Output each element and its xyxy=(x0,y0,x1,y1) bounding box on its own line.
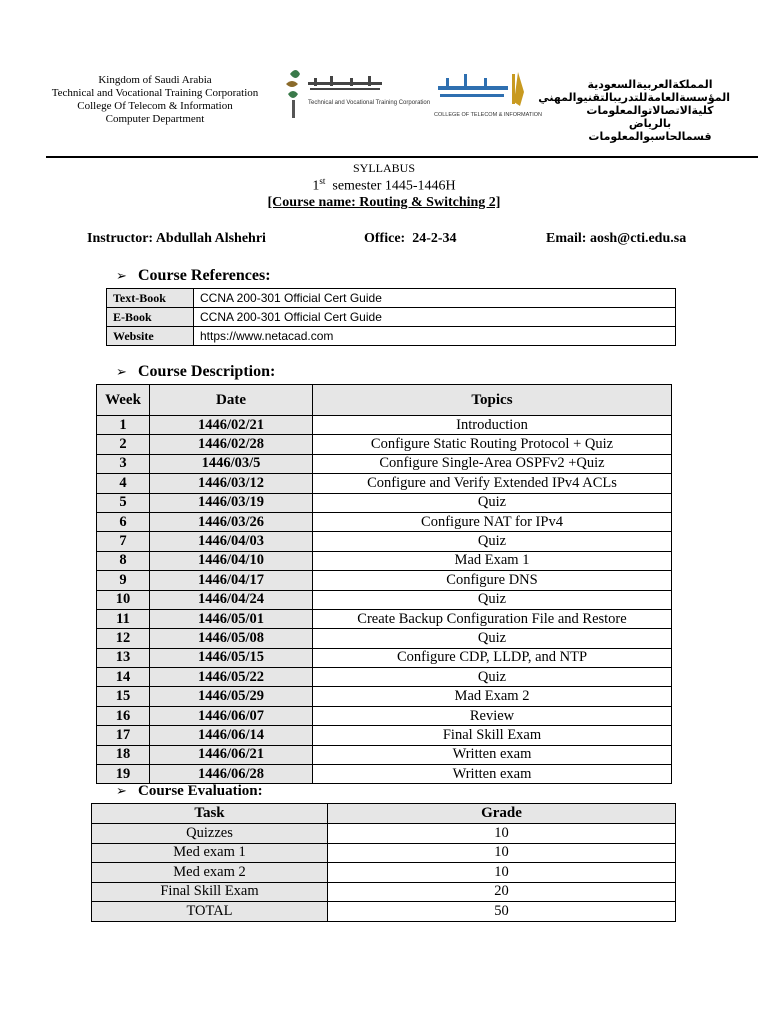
table-cell: 1446/06/21 xyxy=(150,745,313,764)
table-cell: 1446/03/12 xyxy=(150,474,313,493)
references-heading xyxy=(116,267,271,285)
syllabus-title: SYLLABUS xyxy=(352,161,415,175)
table-cell: Written exam xyxy=(313,765,672,784)
table-header-row xyxy=(92,804,676,824)
office-number: Office: 24-2-34 xyxy=(364,231,457,246)
course-name: [Course name: Routing & Switching 2] xyxy=(267,195,501,210)
references-table xyxy=(106,288,676,346)
table-cell: 3 xyxy=(97,454,150,473)
table-cell: Quiz xyxy=(313,532,672,551)
description-heading xyxy=(116,363,275,381)
table-cell: 10 xyxy=(328,843,676,863)
header-line: المؤسسةالعامةللتدريبالتقنيوالمهني xyxy=(538,91,730,104)
schedule-body xyxy=(97,416,672,784)
semester-text: semester 1445-1446H xyxy=(325,178,456,194)
table-cell: Final Skill Exam xyxy=(313,726,672,745)
table-row xyxy=(97,609,672,628)
table-cell: 20 xyxy=(328,882,676,902)
arrow-bullet-icon: ➢ xyxy=(116,365,127,380)
semester-line xyxy=(0,176,768,195)
table-row xyxy=(97,474,672,493)
table-cell: 2 xyxy=(97,435,150,454)
table-cell: 5 xyxy=(97,493,150,512)
table-cell: Quiz xyxy=(313,493,672,512)
table-row xyxy=(97,435,672,454)
table-row xyxy=(92,882,676,902)
table-row xyxy=(97,629,672,648)
table-cell: Med exam 1 xyxy=(92,843,328,863)
semester-suffix: st xyxy=(319,176,326,186)
column-header: Task xyxy=(92,804,328,824)
table-row xyxy=(107,308,676,327)
table-cell: 1446/03/26 xyxy=(150,512,313,531)
tvtc-logo-text: Technical and Vocational Training Corporation xyxy=(308,100,431,106)
table-cell: 19 xyxy=(97,765,150,784)
header-line: College Of Telecom & Information xyxy=(77,100,233,112)
reference-key: Website xyxy=(107,327,194,346)
arrow-bullet-icon: ➢ xyxy=(116,269,127,284)
table-cell: 1446/03/19 xyxy=(150,493,313,512)
table-cell: Med exam 2 xyxy=(92,863,328,883)
table-cell: Final Skill Exam xyxy=(92,882,328,902)
table-cell: 1446/06/28 xyxy=(150,765,313,784)
header-english xyxy=(40,74,270,126)
table-row xyxy=(97,765,672,784)
table-cell: 1446/05/15 xyxy=(150,648,313,667)
table-cell: Written exam xyxy=(313,745,672,764)
schedule-table xyxy=(96,384,672,784)
column-header: Grade xyxy=(328,804,676,824)
table-row xyxy=(97,687,672,706)
header-line: Computer Department xyxy=(105,113,205,125)
table-cell: 1446/04/10 xyxy=(150,551,313,570)
table-cell: 13 xyxy=(97,648,150,667)
table-row xyxy=(92,824,676,844)
table-cell: 14 xyxy=(97,668,150,687)
column-header: Week xyxy=(97,385,150,416)
table-row xyxy=(92,843,676,863)
table-cell: 6 xyxy=(97,512,150,531)
table-cell: 1446/05/01 xyxy=(150,609,313,628)
table-row xyxy=(97,706,672,725)
table-cell: Configure Static Routing Protocol + Quiz xyxy=(313,435,672,454)
instructor-name: Instructor: Abdullah Alshehri xyxy=(87,231,266,246)
table-cell: Quiz xyxy=(313,668,672,687)
table-cell: 11 xyxy=(97,609,150,628)
evaluation-heading xyxy=(116,783,263,800)
table-cell: Mad Exam 1 xyxy=(313,551,672,570)
column-header: Topics xyxy=(313,385,672,416)
table-cell: Review xyxy=(313,706,672,725)
table-header-row xyxy=(97,385,672,416)
description-heading-text: Course Description: xyxy=(138,363,276,380)
table-row xyxy=(97,668,672,687)
header-divider xyxy=(46,156,758,158)
college-logo xyxy=(430,64,540,129)
table-cell: 9 xyxy=(97,571,150,590)
table-cell: Configure and Verify Extended IPv4 ACLs xyxy=(313,474,672,493)
table-cell: 50 xyxy=(328,902,676,922)
references-heading-text: Course References: xyxy=(138,267,271,284)
table-cell: 4 xyxy=(97,474,150,493)
table-cell: 8 xyxy=(97,551,150,570)
header-line: المملكةالعربيةالسعودية xyxy=(587,78,713,91)
table-row xyxy=(97,590,672,609)
table-cell: Create Backup Configuration File and Restore xyxy=(313,609,672,628)
table-cell: 1446/04/03 xyxy=(150,532,313,551)
header-line: قسمالحاسبوالمعلومات xyxy=(588,130,712,143)
table-cell: Quiz xyxy=(313,629,672,648)
semester-number: 1 xyxy=(312,178,320,194)
college-logo-text: COLLEGE OF TELECOM & INFORMATION xyxy=(434,112,542,118)
table-cell: TOTAL xyxy=(92,902,328,922)
table-row xyxy=(97,512,672,531)
table-cell: Quizzes xyxy=(92,824,328,844)
table-cell: Configure Single-Area OSPFv2 +Quiz xyxy=(313,454,672,473)
tvtc-logo xyxy=(280,64,431,124)
table-cell: 17 xyxy=(97,726,150,745)
header-line: كليةالاتصالاتوالمعلومات بالرياض xyxy=(586,104,714,130)
table-row xyxy=(92,902,676,922)
table-row xyxy=(107,327,676,346)
reference-value: CCNA 200-301 Official Cert Guide xyxy=(194,289,676,308)
table-cell: 1 xyxy=(97,416,150,435)
table-row xyxy=(97,571,672,590)
table-cell: 1446/04/17 xyxy=(150,571,313,590)
table-cell: Mad Exam 2 xyxy=(313,687,672,706)
table-cell: Configure DNS xyxy=(313,571,672,590)
instructor-email: Email: aosh@cti.edu.sa xyxy=(546,231,687,246)
table-row xyxy=(107,289,676,308)
table-cell: 16 xyxy=(97,706,150,725)
table-cell: 1446/02/28 xyxy=(150,435,313,454)
evaluation-table xyxy=(91,803,676,922)
table-cell: 1446/02/21 xyxy=(150,416,313,435)
table-cell: 18 xyxy=(97,745,150,764)
evaluation-body xyxy=(92,824,676,922)
table-cell: Quiz xyxy=(313,590,672,609)
table-cell: 1446/06/07 xyxy=(150,706,313,725)
reference-key: Text-Book xyxy=(107,289,194,308)
table-cell: 12 xyxy=(97,629,150,648)
arrow-bullet-icon: ➢ xyxy=(116,784,127,799)
table-row xyxy=(97,726,672,745)
evaluation-heading-text: Course Evaluation: xyxy=(138,783,263,799)
table-cell: 1446/04/24 xyxy=(150,590,313,609)
reference-key: E-Book xyxy=(107,308,194,327)
reference-value: https://www.netacad.com xyxy=(194,327,676,346)
header-line: Technical and Vocational Training Corporation xyxy=(51,87,259,99)
table-row xyxy=(97,648,672,667)
table-row xyxy=(97,454,672,473)
table-cell: 1446/05/08 xyxy=(150,629,313,648)
table-row xyxy=(92,863,676,883)
table-row xyxy=(97,551,672,570)
table-cell: 7 xyxy=(97,532,150,551)
table-cell: 10 xyxy=(328,863,676,883)
table-row xyxy=(97,416,672,435)
table-cell: 1446/05/29 xyxy=(150,687,313,706)
table-cell: 15 xyxy=(97,687,150,706)
table-row xyxy=(97,745,672,764)
header-arabic xyxy=(538,78,730,143)
table-cell: 1446/05/22 xyxy=(150,668,313,687)
column-header: Date xyxy=(150,385,313,416)
table-cell: 10 xyxy=(328,824,676,844)
table-cell: Configure CDP, LLDP, and NTP xyxy=(313,648,672,667)
table-cell: 1446/03/5 xyxy=(150,454,313,473)
table-cell: 10 xyxy=(97,590,150,609)
reference-value: CCNA 200-301 Official Cert Guide xyxy=(194,308,676,327)
table-row xyxy=(97,532,672,551)
header-line: Kingdom of Saudi Arabia xyxy=(98,74,212,86)
table-cell: 1446/06/14 xyxy=(150,726,313,745)
table-row xyxy=(97,493,672,512)
table-cell: Configure NAT for IPv4 xyxy=(313,512,672,531)
table-cell: Introduction xyxy=(313,416,672,435)
